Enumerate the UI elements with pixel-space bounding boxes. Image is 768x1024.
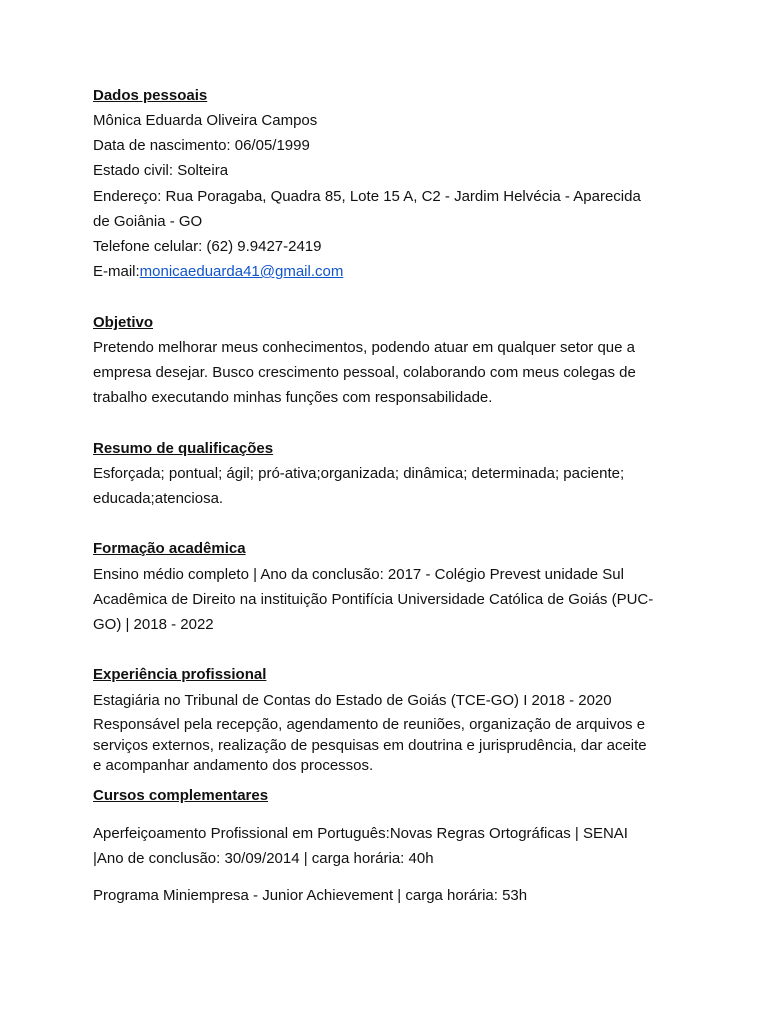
experiencia-line: e acompanhar andamento dos processos. xyxy=(93,757,374,774)
objetivo-line: empresa desejar. Busco crescimento pessoal, colaborando com meus colegas de xyxy=(93,364,636,381)
objetivo-line: trabalho executando minhas funções com responsabilidade. xyxy=(93,389,493,406)
email-row xyxy=(93,263,343,281)
section-heading-experiencia: Experiência profissional xyxy=(93,666,267,683)
cursos-line: Aperfeiçoamento Profissional em Português:Novas Regras Ortográficas | SENAI xyxy=(93,825,628,842)
resumo-line: educada;atenciosa. xyxy=(93,490,224,507)
civil-status: Estado civil: Solteira xyxy=(93,162,229,179)
resumo-line: Esforçada; pontual; ágil; pró-ativa;organizada; dinâmica; determinada; paciente; xyxy=(93,465,625,482)
section-heading-resumo: Resumo de qualificações xyxy=(93,440,274,457)
email-link[interactable]: monicaeduarda41@gmail.com xyxy=(139,263,344,280)
experiencia-line: serviços externos, realização de pesquisas em doutrina e jurisprudência, dar aceite xyxy=(93,737,647,754)
formacao-line: Ensino médio completo | Ano da conclusão: 2017 - Colégio Prevest unidade Sul xyxy=(93,566,624,583)
birth-date: Data de nascimento: 06/05/1999 xyxy=(93,137,310,154)
full-name: Mônica Eduarda Oliveira Campos xyxy=(93,112,318,129)
formacao-line: GO) | 2018 - 2022 xyxy=(93,616,214,633)
phone: Telefone celular: (62) 9.9427-2419 xyxy=(93,238,322,255)
cursos-line: Programa Miniempresa - Junior Achievement | carga horária: 53h xyxy=(93,887,528,904)
email-label: E-mail: xyxy=(93,263,140,280)
objetivo-line: Pretendo melhorar meus conhecimentos, podendo atuar em qualquer setor que a xyxy=(93,339,635,356)
section-heading-cursos: Cursos complementares xyxy=(93,787,269,804)
section-heading-objetivo: Objetivo xyxy=(93,314,154,331)
formacao-line: Acadêmica de Direito na instituição Pontifícia Universidade Católica de Goiás (PUC- xyxy=(93,591,654,608)
section-heading-dados-pessoais: Dados pessoais xyxy=(93,87,208,104)
address-line-2: de Goiânia - GO xyxy=(93,213,203,230)
address-line-1: Endereço: Rua Poragaba, Quadra 85, Lote 15 A, C2 - Jardim Helvécia - Aparecida xyxy=(93,188,641,205)
experiencia-line: Estagiária no Tribunal de Contas do Estado de Goiás (TCE-GO) I 2018 - 2020 xyxy=(93,692,612,709)
cursos-line: |Ano de conclusão: 30/09/2014 | carga horária: 40h xyxy=(93,850,434,867)
experiencia-line: Responsável pela recepção, agendamento de reuniões, organização de arquivos e xyxy=(93,716,646,733)
section-heading-formacao: Formação acadêmica xyxy=(93,540,246,557)
